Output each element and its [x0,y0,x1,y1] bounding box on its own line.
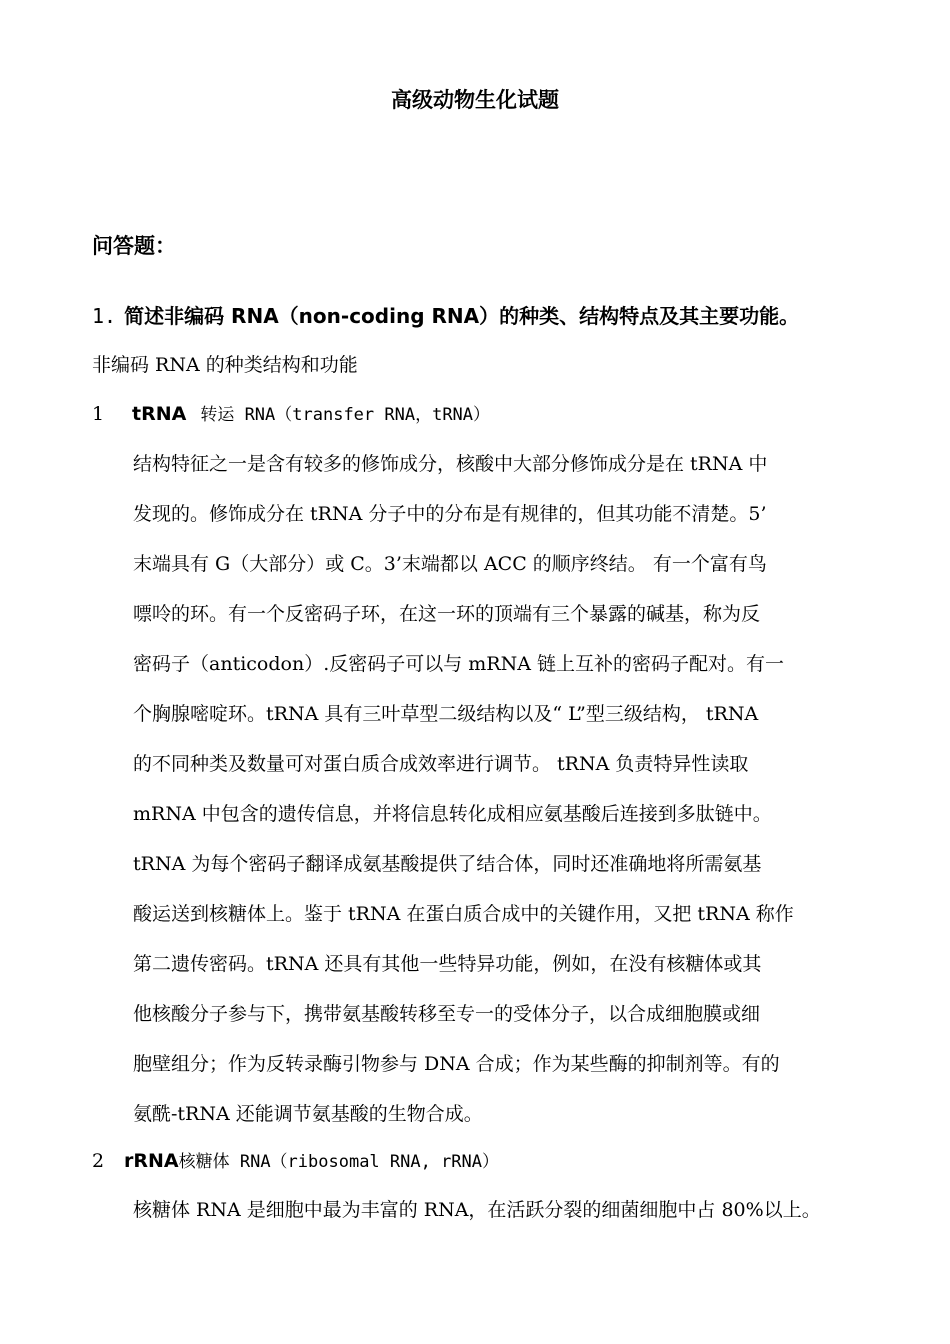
item-number: 2 [92,1150,105,1172]
item-term: rRNA [124,1150,179,1172]
trna-paragraph [133,439,861,1139]
paragraph-line: tRNA 为每个密码子翻译成氨基酸提供了结合体，同时还准确地将所需氨基 [133,853,762,875]
item-heading-trna [92,400,490,425]
paragraph-line: 密码子（anticodon）.反密码子可以与 mRNA 链上互补的密码子配对。有一 [133,653,784,675]
item-label: 核糖体 RNA（ribosomal RNA, rRNA） [178,1152,500,1172]
rrna-paragraph [133,1185,861,1235]
paragraph-line: 的不同种类及数量可对蛋白质合成效率进行调节。 tRNA 负责特异性读取 [133,753,749,775]
paragraph-line: 结构特征之一是含有较多的修饰成分，核酸中大部分修饰成分是在 tRNA 中 [133,453,768,475]
paragraph-line: 末端具有 G（大部分）或 C。3’末端都以 ACC 的顺序终结。 有一个富有鸟 [133,553,767,575]
item-label: 转运 RNA（transfer RNA，tRNA） [200,405,491,425]
paragraph-line: 嘌呤的环。有一个反密码子环，在这一环的顶端有三个暴露的碱基，称为反 [133,603,761,625]
paragraph-line: 发现的。修饰成分在 tRNA 分子中的分布是有规律的，但其功能不清楚。5’ [133,503,767,525]
paragraph-line: mRNA 中包含的遗传信息，并将信息转化成相应氨基酸后连接到多肽链中。 [133,803,772,825]
section-heading: 问答题： [92,234,176,258]
paragraph-line: 核糖体 RNA 是细胞中最为丰富的 RNA，在活跃分裂的细菌细胞中占 80%以上。 [133,1199,821,1221]
item-term: tRNA [132,403,187,425]
subheading: 非编码 RNA 的种类结构和功能 [92,354,358,376]
paragraph-line: 第二遗传密码。tRNA 还具有其他一些特异功能，例如，在没有核糖体或其 [133,953,762,975]
paragraph-line: 胞壁组分；作为反转录酶引物参与 DNA 合成；作为某些酶的抑制剂等。有的 [133,1053,780,1075]
question-number: 1. [92,304,117,328]
question-1 [92,300,799,329]
document-title: 高级动物生化试题 [391,88,559,112]
item-heading-rrna [92,1147,499,1172]
paragraph-line: 酸运送到核糖体上。鉴于 tRNA 在蛋白质合成中的关键作用，又把 tRNA 称作 [133,903,794,925]
paragraph-line: 个胸腺嘧啶环。tRNA 具有三叶草型二级结构以及“ L”型三级结构， tRNA [133,703,759,725]
question-text: 简述非编码 RNA（non-coding RNA）的种类、结构特点及其主要功能。 [124,304,800,328]
paragraph-line: 氨酰-tRNA 还能调节氨基酸的生物合成。 [133,1103,483,1125]
item-number: 1 [92,403,105,425]
paragraph-line: 他核酸分子参与下，携带氨基酸转移至专一的受体分子，以合成细胞膜或细 [133,1003,761,1025]
